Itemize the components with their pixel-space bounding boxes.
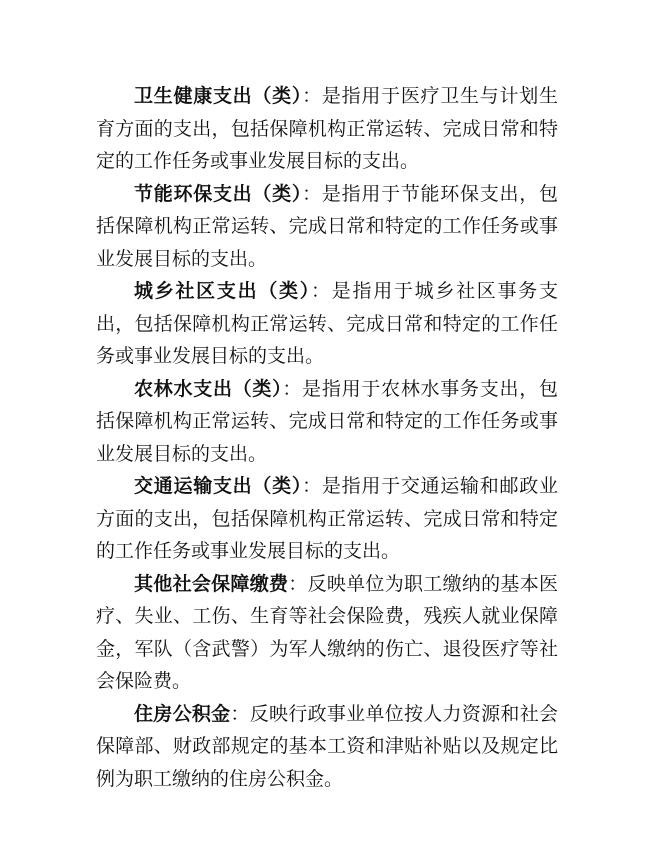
term-separator: ： <box>282 377 303 400</box>
paragraph-health-expenditure <box>96 80 558 178</box>
term-separator: ： <box>230 702 250 725</box>
term-separator: ： <box>288 572 308 595</box>
paragraph-transportation-expenditure <box>96 470 558 568</box>
paragraph-other-social-security-contributions <box>96 568 558 698</box>
term-label: 城乡社区支出（类） <box>134 280 312 302</box>
paragraph-housing-provident-fund <box>96 698 558 796</box>
paragraph-text: 是指用于城乡社区事务支出，包括保障机构正常运转、完成日常和特定的工作任务或事业发展目标的支出。 <box>96 280 558 367</box>
term-label: 住房公积金 <box>134 702 231 725</box>
term-separator: ： <box>302 475 322 497</box>
term-label: 其他社会保障缴费 <box>134 572 289 595</box>
term-label: 卫生健康支出（类） <box>134 85 303 107</box>
term-label: 节能环保支出（类） <box>134 182 303 205</box>
paragraph-text: 是指用于医疗卫生与计划生育方面的支出，包括保障机构正常运转、完成日常和特定的工作任务或事业发展目标的支出。 <box>96 85 558 172</box>
term-label: 交通运输支出（类） <box>134 475 303 497</box>
term-separator: ： <box>302 85 322 107</box>
paragraph-text: 是指用于交通运输和邮政业方面的支出，包括保障机构正常运转、完成日常和特定的工作任务或事业发展目标的支出。 <box>96 475 558 562</box>
paragraph-urban-rural-community-expenditure <box>96 275 558 373</box>
paragraph-agriculture-forestry-water-expenditure <box>96 373 558 471</box>
paragraph-text: 是指用于农林水事务支出，包括保障机构正常运转、完成日常和特定的工作任务或事业发展目标的支出。 <box>96 377 558 465</box>
term-separator: ： <box>311 280 332 302</box>
term-separator: ： <box>302 182 322 205</box>
paragraph-text: 反映行政事业单位按人力资源和社会保障部、财政部规定的基本工资和津贴补贴以及规定比例为职工缴纳的住房公积金。 <box>96 702 558 790</box>
paragraph-text: 是指用于节能环保支出，包括保障机构正常运转、完成日常和特定的工作任务或事业发展目标的支出。 <box>96 182 558 270</box>
paragraph-energy-environment-expenditure <box>96 178 558 276</box>
document-body <box>96 80 558 795</box>
paragraph-text: 反映单位为职工缴纳的基本医疗、失业、工伤、生育等社会保险费，残疾人就业保障金，军队（含武警）为军人缴纳的伤亡、退役医疗等社会保险费。 <box>96 572 558 692</box>
term-label: 农林水支出（类） <box>134 377 283 400</box>
